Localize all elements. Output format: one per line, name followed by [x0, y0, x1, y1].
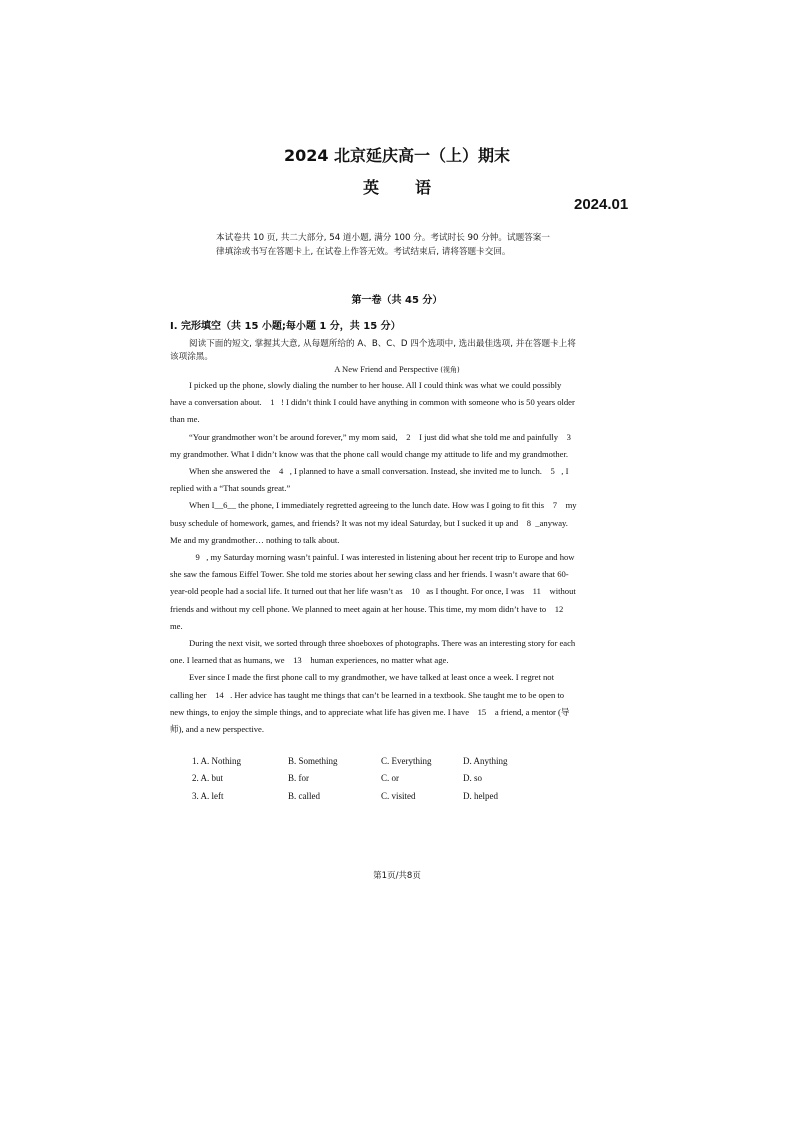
exam-date: 2024.01 — [574, 196, 629, 213]
page-number: 第1页/共8页 — [373, 871, 421, 881]
passage-line: I picked up the phone, slowly dialing the number to her house. All I could think was what we could possibly — [189, 380, 562, 390]
passage-line: than me. — [170, 414, 200, 425]
exam-notice — [216, 231, 586, 259]
notice-line: 律填涂或书写在答题卡上, 在试卷上作答无效。考试结束后, 请将答题卡交回。 — [216, 247, 511, 257]
passage-line: When she answered the 4 , I planned to have a small conversation. Instead, she invited me to lunch. 5 , I — [189, 466, 569, 477]
option-choice: D. so — [463, 773, 483, 784]
passage-line: When I__6__ the phone, I immediately regretted agreeing to the lunch date. How was I going to fit this 7 my — [189, 500, 577, 511]
option-choice: B. for — [288, 773, 309, 784]
passage-line: Me and my grandmother… nothing to talk about. — [170, 534, 340, 545]
option-row — [192, 787, 543, 805]
passage-body — [170, 377, 624, 738]
subject-heading: 英语 — [362, 178, 467, 197]
option-choice: C. visited — [381, 790, 416, 801]
passage-line: have a conversation about. 1 ! I didn’t think I could have anything in common with someone who is 50 years older — [170, 397, 575, 408]
passage-line: Ever since I made the first phone call to my grandmother, we have talked at least once a week. I regret not — [189, 672, 554, 683]
passage-title-note: (视角) — [440, 366, 460, 374]
part-title: 第一卷（共 45 分） — [351, 295, 443, 306]
option-row — [192, 770, 543, 788]
passage-line: one. I learned that as humans, we 13 human experiences, no matter what age. — [170, 655, 449, 666]
passage-line: 9 , my Saturday morning wasn’t painful. I was interested in listening about her recent trip to Europe and how — [189, 552, 575, 563]
passage-title-row — [0, 364, 794, 375]
passage-line: my grandmother. What I didn’t know was that the phone call would change my attitude to life and my grandmother. — [170, 448, 569, 459]
option-choice: 3. A. left — [192, 790, 224, 801]
option-choice: D. Anything — [463, 755, 508, 766]
passage-line: 师), and a new perspective. — [170, 724, 265, 735]
notice-line: 本试卷共 10 页, 共二大部分, 54 道小题, 满分 100 分。考试时长 90 分钟。试题答案一 — [216, 233, 550, 243]
option-choice: D. helped — [463, 790, 498, 801]
option-row — [192, 752, 543, 770]
answer-options — [192, 752, 543, 805]
passage-line: replied with a “That sounds great.” — [170, 483, 291, 494]
passage-line: she saw the famous Eiffel Tower. She told me stories about her sewing class and her friends. I wasn’t aware that 60- — [170, 569, 569, 580]
section-title: I. 完形填空（共 15 小题;每小题 1 分，共 15 分） — [170, 321, 401, 332]
option-choice: C. Everything — [381, 755, 432, 766]
option-choice: 2. A. but — [192, 773, 224, 784]
passage-title: A New Friend and Perspective — [334, 364, 439, 374]
passage-line: During the next visit, we sorted through three shoeboxes of photographs. There was an interesting story for each — [189, 638, 576, 649]
passage-line: new things, to enjoy the simple things, and to appreciate what life has given me. I have 15 a friend, a mentor (导 — [170, 706, 570, 717]
passage-line: “Your grandmother won’t be around forever,” my mom said, 2 I just did what she told me and painfully 3 — [189, 431, 571, 442]
option-choice: B. called — [288, 790, 320, 801]
instruction-line: 阅读下面的短文, 掌握其大意, 从每题所给的 A、B、C、D 四个选项中, 选出最佳选项, 并在答题卡上将 — [189, 339, 576, 349]
passage-line: friends and without my cell phone. We planned to meet again at her house. This time, my mom didn’t have to 12 — [170, 603, 564, 614]
passage-line: me. — [170, 620, 183, 631]
passage-line: busy schedule of homework, games, and friends? It was not my ideal Saturday, but I sucked it up and 8 _anyway. — [170, 517, 568, 528]
passage-line: year-old people had a social life. It turned out that her life wasn’t as 10 as I thought. For once, I was 11 without — [170, 586, 576, 597]
instruction-line: 该项涂黑。 — [170, 352, 213, 362]
passage-line: calling her 14 . Her advice has taught me things that can’t be learned in a textbook. She taught me to be open to — [170, 689, 565, 700]
option-choice: C. or — [381, 773, 399, 784]
option-choice: B. Something — [288, 755, 338, 766]
section-instruction — [170, 338, 624, 364]
option-choice: 1. A. Nothing — [192, 755, 242, 766]
exam-title: 2024 北京延庆高一（上）期末 — [283, 146, 511, 165]
